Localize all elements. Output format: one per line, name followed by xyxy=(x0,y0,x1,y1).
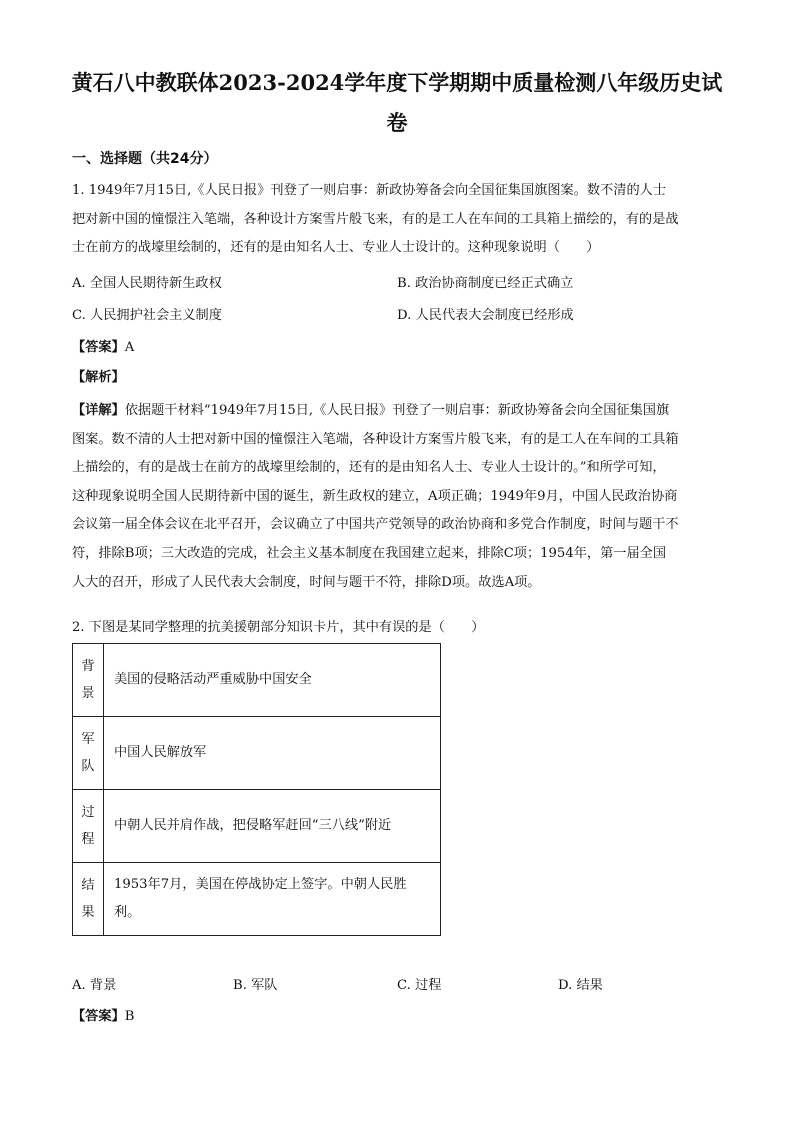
exam-title-line-1: 黄石八中教联体2023-2024学年度下学期期中质量检测八年级历史试 xyxy=(71,70,723,95)
table-row xyxy=(73,717,441,790)
question-2-answer xyxy=(72,1006,134,1028)
row-header-background: 背 景 xyxy=(73,644,104,717)
table-row xyxy=(73,644,441,717)
knowledge-card-table xyxy=(72,643,441,936)
question-1-stem-line: 把对新中国的憧憬注入笔端，各种设计方案雪片般飞来，有的是工人在车间的工具箱上描绘的，有的是战 xyxy=(72,211,679,227)
detail-line: 这种现象说明全国人民期待新中国的诞生，新生政权的建立，A项正确；1949年9月，中国人民政治协商 xyxy=(72,488,678,504)
answer-label: 【答案】 xyxy=(72,1009,125,1024)
row-content-process: 中朝人民并肩作战，把侵略军赶回“三八线”附近 xyxy=(104,790,441,863)
detail-text: 依据题干材料“1949年7月15日,《人民日报》刊登了一则启事：新政协筹备会向全国征集国旗 xyxy=(124,403,670,418)
question-2-option-a: A. 背景 xyxy=(72,978,117,993)
row-content-result: 1953年7月，美国在停战协定上签字。中朝人民胜 利。 xyxy=(104,863,441,936)
detail-line: 符，排除B项；三大改造的完成，社会主义基本制度在我国建立起来，排除C项；1954年，第一届全国 xyxy=(72,545,667,561)
row-content-background: 美国的侵略活动严重威胁中国安全 xyxy=(104,644,441,717)
row-header-army: 军 队 xyxy=(73,717,104,790)
question-1-stem-line: 1. 1949年7月15日,《人民日报》刊登了一则启事：新政协筹备会向全国征集国旗图案。数不清的人士 xyxy=(72,183,667,198)
answer-value: A xyxy=(124,340,135,355)
question-1-option-c: C. 人民拥护社会主义制度 xyxy=(72,308,222,323)
question-1-option-b: B. 政治协商制度已经正式确立 xyxy=(397,276,574,291)
question-2-stem: 2. 下图是某同学整理的抗美援朝部分知识卡片，其中有误的是（ ） xyxy=(72,620,485,635)
question-1-stem-line: 士在前方的战壕里绘制的，还有的是由知名人士、专业人士设计的。这种现象说明（ ） xyxy=(72,240,600,256)
detail-label: 【详解】 xyxy=(72,403,125,418)
row-header-result: 结 果 xyxy=(73,863,104,936)
row-content-army: 中国人民解放军 xyxy=(104,717,441,790)
question-2-option-d: D. 结果 xyxy=(558,978,603,993)
question-2-option-b: B. 军队 xyxy=(233,978,278,993)
detail-line: 人大的召开，形成了人民代表大会制度，时间与题干不符，排除D项。故选A项。 xyxy=(72,574,541,590)
answer-value: B xyxy=(124,1009,135,1024)
table-row xyxy=(73,790,441,863)
detail-line: 图案。数不清的人士把对新中国的憧憬注入笔端，各种设计方案雪片般飞来，有的是工人在车间的工具箱 xyxy=(72,431,679,447)
table-row xyxy=(73,863,441,936)
section-heading: 一、选择题（共24分） xyxy=(72,151,218,167)
question-1-detail xyxy=(72,397,722,597)
question-2-option-c: C. 过程 xyxy=(397,978,442,993)
exam-title-line-2: 卷 xyxy=(386,110,408,135)
question-1-stem xyxy=(72,177,722,263)
detail-line xyxy=(72,397,722,426)
question-1-option-a: A. 全国人民期待新生政权 xyxy=(72,276,222,291)
analysis-label: 【解析】 xyxy=(72,370,125,385)
detail-line: 会议第一届全体会议在北平召开，会议确立了中国共产党领导的政治协商和多党合作制度，时间与题干不 xyxy=(72,517,679,533)
question-1-option-d: D. 人民代表大会制度已经形成 xyxy=(397,308,574,323)
question-1-analysis-label xyxy=(72,367,125,389)
row-header-process: 过 程 xyxy=(73,790,104,863)
answer-label: 【答案】 xyxy=(72,340,125,355)
detail-line: 上描绘的，有的是战士在前方的战壕里绘制的，还有的是由知名人士、专业人士设计的。”和所学可知， xyxy=(72,460,666,476)
question-1-answer xyxy=(72,337,134,359)
